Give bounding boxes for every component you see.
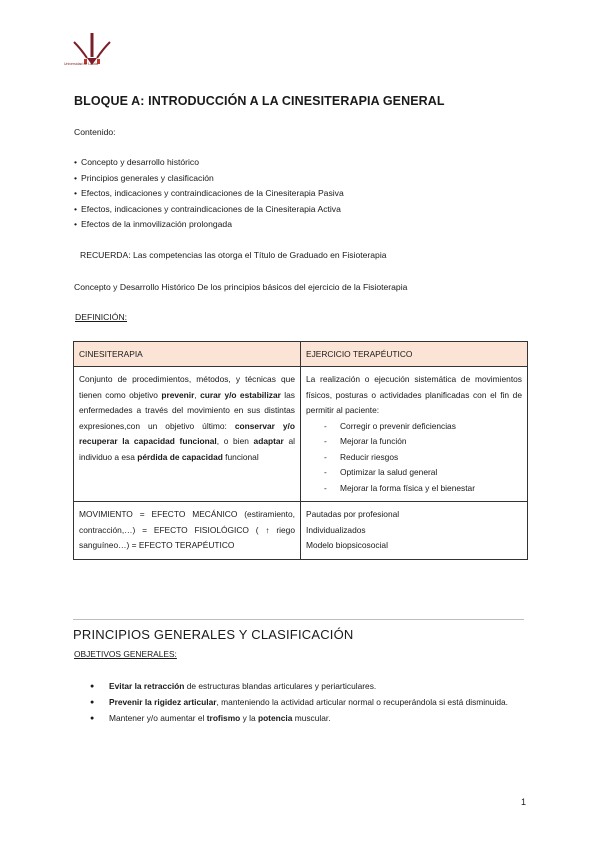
list-item: - Mejorar la forma física y el bienestar <box>328 481 522 497</box>
list-item: • Efectos de la inmovilización prolongada <box>74 217 344 233</box>
ejercicio-intro: La realización o ejecución sistemática de movimientos físicos, posturas o actividades planificadas con el fin de permitir al paciente: <box>306 374 522 415</box>
objectives-title: OBJETIVOS GENERALES: <box>74 649 177 659</box>
page-number: 1 <box>521 797 527 807</box>
list-item: • Efectos, indicaciones y contraindicaciones de la Cinesiterapia Activa <box>74 202 344 218</box>
contents-list <box>74 155 344 233</box>
list-item: - Mejorar la función <box>328 434 522 450</box>
list-item: ● Prevenir la rigidez articular, manteniendo la actividad articular normal o recuperándola si está disminuida. <box>90 695 527 711</box>
section-title: PRINCIPIOS GENERALES Y CLASIFICACIÓN <box>73 627 354 642</box>
ejercicio-goals <box>306 419 522 497</box>
definition-title: DEFINICIÓN: <box>75 312 128 322</box>
definition-table <box>73 341 528 560</box>
ejercicio-definition <box>301 367 528 502</box>
list-item: Individualizados <box>306 524 366 535</box>
cinesiterapia-definition: Conjunto de procedimientos, métodos, y técnicas que tienen como objetivo prevenir, curar y/o estabilizar las enfermedades a través del movimiento en sus distintas expresiones,con un objetivo último: conservar y/o recuperar la capacidad funcional, o bien adaptar al individuo a esa pérdida de capacidad funcional <box>74 367 301 502</box>
list-item: • Principios generales y clasificación <box>74 171 344 187</box>
objectives-list <box>90 679 527 727</box>
concept-line: Concepto y Desarrollo Histórico De los principios básicos del ejercicio de la Fisioterapia <box>74 282 408 292</box>
list-item: • Efectos, indicaciones y contraindicaciones de la Cinesiterapia Pasiva <box>74 186 344 202</box>
list-item: - Corregir o prevenir deficiencias <box>328 419 522 435</box>
list-item: Pautadas por profesional <box>306 509 400 519</box>
list-item: - Reducir riesgos <box>328 450 522 466</box>
list-item: Modelo biopsicosocial <box>306 540 388 550</box>
movement-effect-chain: MOVIMIENTO = EFECTO MECÁNICO (estiramiento, contracción,…) = EFECTO FISIOLÓGICO ( ↑ riego sanguíneo…) = EFECTO TERAPÉUTICO <box>74 502 301 560</box>
pautas-cell <box>301 502 528 560</box>
section-divider <box>73 619 524 620</box>
list-item: - Optimizar la salud general <box>328 465 522 481</box>
header-ejercicio: EJERCICIO TERAPÉUTICO <box>301 342 528 367</box>
list-item: • Concepto y desarrollo histórico <box>74 155 344 171</box>
content-label: Contenido: <box>74 127 116 137</box>
page-title: BLOQUE A: INTRODUCCIÓN A LA CINESITERAPIA GENERAL <box>74 94 445 108</box>
list-item: ● Evitar la retracción de estructuras blandas articulares y periarticulares. <box>90 679 527 695</box>
reminder-note: RECUERDA: Las competencias las otorga el Título de Graduado en Fisioterapia <box>80 250 387 260</box>
header-cinesiterapia: CINESITERAPIA <box>74 342 301 367</box>
logo-caption: Universidad de Lleida <box>64 62 98 66</box>
list-item: ● Mantener y/o aumentar el trofismo y la potencia muscular. <box>90 711 527 727</box>
